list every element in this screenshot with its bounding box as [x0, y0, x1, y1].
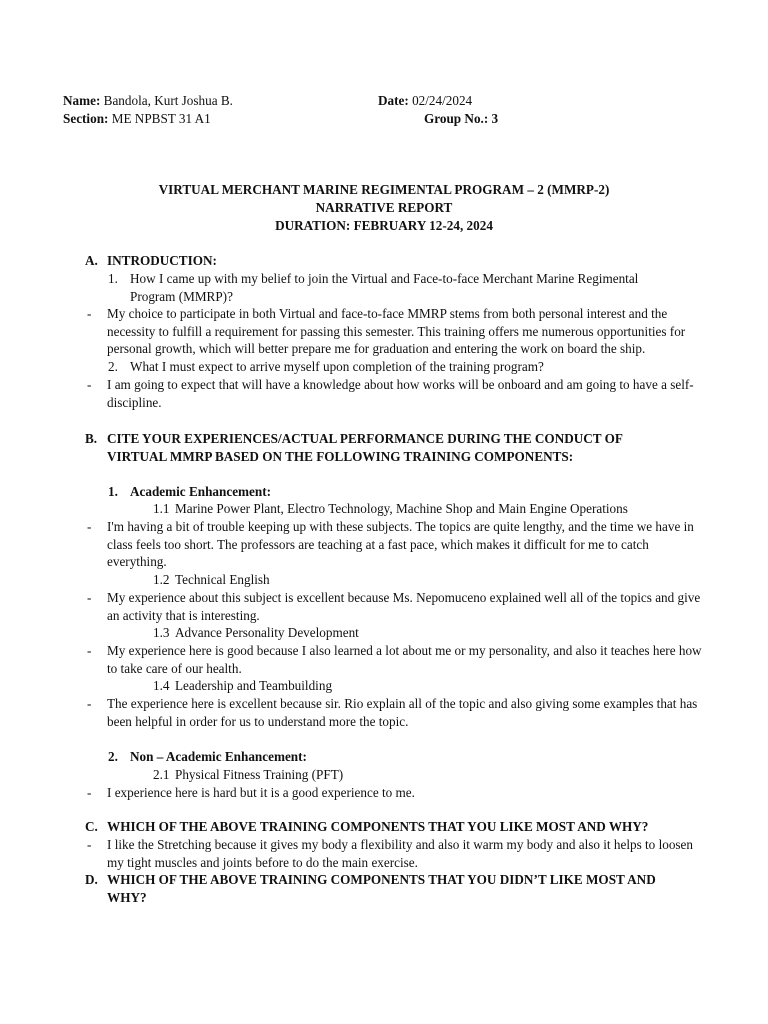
item-1-2-title: Technical English	[175, 572, 270, 587]
group-label: Group No.:	[424, 111, 489, 126]
subsection-2-title: Non – Academic Enhancement:	[130, 749, 307, 764]
bullet-dash: -	[87, 785, 92, 800]
answer-2-1-paragraph: I experience here is hard but it is a good experience to me.	[107, 785, 415, 800]
group-row	[424, 110, 498, 128]
subsection-1-title: Academic Enhancement:	[130, 484, 272, 499]
document-title: VIRTUAL MERCHANT MARINE REGIMENTAL PROGRAM – 2 (MMRP-2)	[158, 182, 610, 197]
bullet-dash: -	[87, 837, 92, 852]
item-1-4-number: 1.4	[153, 678, 170, 693]
subsection-1-number: 1.	[108, 484, 118, 499]
question-1-line2: Program (MMRP)?	[130, 289, 233, 304]
section-a-letter: A.	[85, 253, 98, 268]
item-1-4-title: Leadership and Teambuilding	[175, 678, 333, 693]
section-d-heading-line1: WHICH OF THE ABOVE TRAINING COMPONENTS THAT YOU DIDN’T LIKE MOST AND	[107, 872, 656, 887]
question-1-line1: How I came up with my belief to join the Virtual and Face-to-face Merchant Marine Regimental	[130, 271, 639, 286]
item-2-1-title: Physical Fitness Training (PFT)	[175, 767, 344, 782]
section-b-heading-line2: VIRTUAL MMRP BASED ON THE FOLLOWING TRAINING COMPONENTS:	[107, 449, 574, 464]
section-d-letter: D.	[85, 872, 98, 887]
document-duration: DURATION: FEBRUARY 12-24, 2024	[275, 218, 493, 233]
section-value: ME NPBST 31 A1	[111, 111, 211, 126]
bullet-dash: -	[87, 377, 92, 392]
section-label: Section:	[63, 111, 109, 126]
answer-1-paragraph: My choice to participate in both Virtual and face-to-face MMRP stems from both personal interest and the necessity to fulfill a requirement for passing this semester. This training offers me numerous opportunities for personal growth, which will better prepare me for graduation and entering the work on board the ship.	[107, 306, 686, 357]
bullet-dash: -	[87, 590, 92, 605]
name-value: Bandola, Kurt Joshua B.	[103, 93, 233, 108]
section-c-letter: C.	[85, 819, 98, 834]
item-1-1-title: Marine Power Plant, Electro Technology, Machine Shop and Main Engine Operations	[175, 501, 628, 516]
answer-1-1-paragraph: I'm having a bit of trouble keeping up with these subjects. The topics are quite lengthy, and the time we have in class feels too short. The professors are teaching at a fast pace, which makes it difficult for me to catch everything.	[107, 519, 694, 570]
name-row	[63, 92, 233, 110]
date-label: Date:	[378, 93, 409, 108]
question-2-text: What I must expect to arrive myself upon completion of the training program?	[130, 359, 544, 374]
section-c-heading: WHICH OF THE ABOVE TRAINING COMPONENTS THAT YOU LIKE MOST AND WHY?	[107, 819, 649, 834]
subsection-2-number: 2.	[108, 749, 118, 764]
bullet-dash: -	[87, 643, 92, 658]
date-row	[378, 92, 472, 110]
name-label: Name:	[63, 93, 101, 108]
section-d-heading-line2: WHY?	[107, 890, 147, 905]
document-subtitle: NARRATIVE REPORT	[315, 200, 453, 215]
question-2-number: 2.	[108, 359, 118, 374]
item-2-1-number: 2.1	[153, 767, 170, 782]
answer-1-3-paragraph: My experience here is good because I also learned a lot about me or my personality, and also it teaches here how to take care of our health.	[107, 643, 702, 676]
date-value: 02/24/2024	[412, 93, 473, 108]
answer-1-2-paragraph: My experience about this subject is excellent because Ms. Nepomuceno explained well all of the topics and give an activity that is interesting.	[107, 590, 701, 623]
section-a-heading: INTRODUCTION:	[107, 253, 217, 268]
group-value: 3	[491, 111, 499, 126]
answer-1-4-paragraph: The experience here is excellent because sir. Rio explain all of the topic and also giving some examples that has been helpful in order for us to understand more the topic.	[107, 696, 698, 729]
section-b-heading-line1: CITE YOUR EXPERIENCES/ACTUAL PERFORMANCE DURING THE CONDUCT OF	[107, 431, 623, 446]
section-c-answer: I like the Stretching because it gives my body a flexibility and also it warm my body and also it helps to loosen my tight muscles and joints before to do the main exercise.	[107, 837, 694, 870]
item-1-1-number: 1.1	[153, 501, 170, 516]
bullet-dash: -	[87, 696, 92, 711]
bullet-dash: -	[87, 519, 92, 534]
question-1-number: 1.	[108, 271, 118, 286]
item-1-2-number: 1.2	[153, 572, 170, 587]
bullet-dash: -	[87, 306, 92, 321]
item-1-3-number: 1.3	[153, 625, 170, 640]
section-row	[63, 110, 211, 128]
answer-2-paragraph: I am going to expect that will have a knowledge about how works will be onboard and am going to have a self-discipline.	[107, 377, 694, 410]
section-b-letter: B.	[85, 431, 98, 446]
item-1-3-title: Advance Personality Development	[175, 625, 359, 640]
